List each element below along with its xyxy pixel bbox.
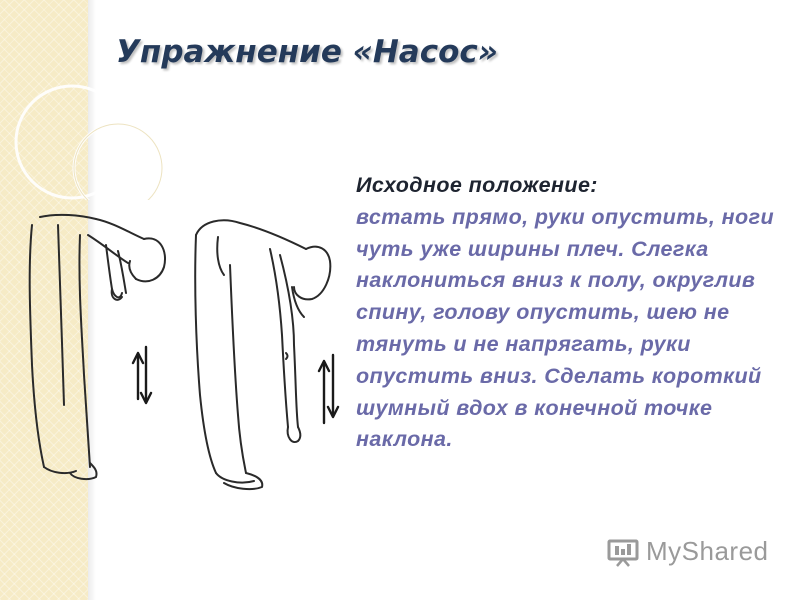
projector-screen-icon [606,537,640,567]
figure-bent-forward-2 [195,220,330,489]
myshared-watermark [606,536,769,567]
up-down-arrows-left [133,347,151,403]
slide-title: Упражнение «Насос» [116,34,498,70]
decorative-rings [0,0,200,200]
exercise-instructions: встать прямо, руки опустить, ноги чуть уже ширины плеч. Слегка наклониться вниз к полу, округлив спину, голову опустить, шею не тянуть и не напрягать, руки опустить вниз. Сделать короткий шумный вдох в конечной точке наклона. [356,204,774,452]
up-down-arrows-right [319,355,338,423]
exercise-description [356,170,776,456]
figure-bent-forward-1 [30,215,165,479]
watermark-logo-text: MyShared [646,536,769,566]
starting-position-label: Исходное положение: [356,173,598,197]
exercise-illustration [18,205,358,505]
